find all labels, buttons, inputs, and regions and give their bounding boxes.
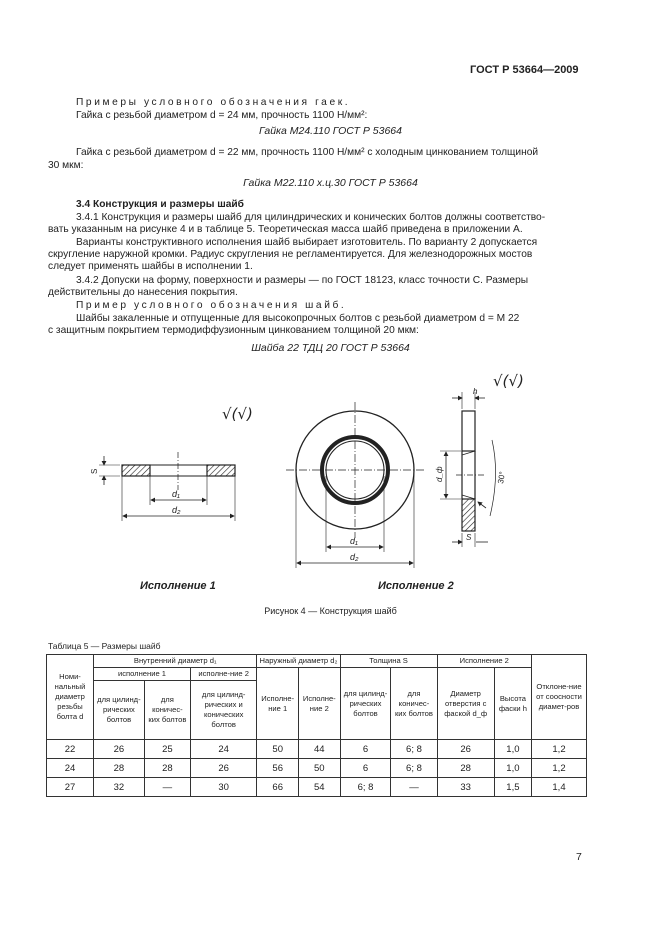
nut-example2-designation: Гайка М22.110 х.ц.30 ГОСТ Р 53664	[243, 177, 418, 189]
cell: 54	[299, 778, 341, 797]
header-inner-con: для коничес-ких болтов	[144, 681, 190, 740]
section-3-4-1-line1: 3.4.1 Конструкция и размеры шайб для цилиндрических и конических болтов должны соответство-	[76, 212, 546, 223]
cell: 27	[47, 778, 94, 797]
washer-example-line1: Шайбы закаленные и отпущенные для высокопрочных болтов с резьбой диаметром d = М 22	[76, 313, 520, 324]
cell: 24	[47, 759, 94, 778]
variant1-left-section	[122, 465, 150, 476]
cell: 50	[257, 740, 299, 759]
variant2-df-label: d_ф	[435, 466, 444, 482]
cell: 28	[437, 759, 494, 778]
header-thickness: Толщина S	[340, 655, 437, 668]
washer-example-line2: с защитным покрытием термодиффузионным цинкованием толщиной 20 мкм:	[48, 325, 419, 336]
variant1-d1-label: d₁	[172, 489, 180, 499]
figure-4-caption: Рисунок 4 — Конструкция шайб	[264, 606, 397, 616]
cell: 24	[190, 740, 256, 759]
cell: 1,2	[532, 759, 587, 778]
section-3-4-2-line2: действительны до нанесения покрытия.	[48, 287, 238, 298]
variant2-roughness-symbol: √(√)	[493, 372, 524, 390]
variant2-s-label: S	[466, 533, 472, 542]
header-thickness-con: для коничес-ких болтов	[391, 668, 437, 740]
header-outer-variant2: Исполне-ние 2	[299, 668, 341, 740]
cell: 28	[144, 759, 190, 778]
nut-examples-heading: Примеры условного обозначения гаек.	[76, 97, 351, 108]
cell: —	[144, 778, 190, 797]
header-outer-variant1: Исполне-ние 1	[257, 668, 299, 740]
cell: 26	[190, 759, 256, 778]
table-row	[47, 778, 587, 797]
variant2-h-label: h	[473, 387, 478, 396]
nut-example1-text: Гайка с резьбой диаметром d = 24 мм, прочность 1100 Н/мм²:	[76, 110, 368, 121]
variant2-caption: Исполнение 2	[378, 580, 454, 592]
page-number: 7	[576, 851, 582, 863]
variant2-side-section	[440, 392, 496, 547]
section-3-4-title: 3.4 Конструкция и размеры шайб	[76, 199, 244, 210]
header-inner-variant2: исполне-ние 2	[190, 668, 256, 681]
variant1-roughness-symbol: √(√)	[222, 405, 253, 423]
table-row	[47, 759, 587, 778]
header-inner-diameter: Внутренний диаметр d₁	[94, 655, 257, 668]
cell: 6; 8	[340, 778, 391, 797]
header-variant2: Исполнение 2	[437, 655, 531, 668]
cell: 32	[94, 778, 145, 797]
cell: 6	[340, 740, 391, 759]
cell: 66	[257, 778, 299, 797]
cell: 6	[340, 759, 391, 778]
table-5-caption: Таблица 5 — Размеры шайб	[48, 641, 161, 651]
cell: 25	[144, 740, 190, 759]
nut-example1-designation: Гайка М24.110 ГОСТ Р 53664	[259, 125, 402, 137]
header-nominal-diameter: Номи-нальный диаметр резьбы болта d	[47, 655, 94, 740]
cell: 26	[94, 740, 145, 759]
cell: —	[391, 778, 437, 797]
header-deviation: Отклоне-ние от соосности диамет-ров	[532, 655, 587, 740]
header-thickness-cyl: для цилинд-рических болтов	[340, 668, 391, 740]
washer-example-heading: Пример условного обозначения шайб.	[76, 300, 347, 311]
cell: 26	[437, 740, 494, 759]
variants-para-line1: Варианты конструктивного исполнения шайб выбирает изготовитель. По варианту 2 допускается	[76, 237, 538, 248]
cell: 6; 8	[391, 759, 437, 778]
standard-code-header: ГОСТ Р 53664—2009	[470, 64, 579, 76]
variant1-d2-label: d₂	[172, 505, 181, 515]
header-inner-cyl-con: для цилинд-рических и конических болтов	[190, 681, 256, 740]
section-3-4-2-line1: 3.4.2 Допуски на форму, поверхности и размеры — по ГОСТ 18123, класс точности С. Размеры	[76, 275, 529, 286]
variant2-angle-label: 30°	[496, 470, 508, 485]
variant2-d1-label: d₁	[350, 536, 358, 546]
header-outer-diameter: Наружный диаметр d₂	[257, 655, 340, 668]
cell: 1,0	[494, 740, 531, 759]
nut-example2-text-line1: Гайка с резьбой диаметром d = 22 мм, прочность 1100 Н/мм² с холодным цинкованием толщиной	[76, 147, 539, 158]
variant1-caption: Исполнение 1	[140, 580, 216, 592]
variant1-s-label: S	[90, 468, 99, 474]
cell: 6; 8	[391, 740, 437, 759]
variant1-right-section	[207, 465, 235, 476]
table-5	[46, 654, 587, 797]
header-chamfer-diameter: Диаметр отверстия с фаской d_ф	[437, 668, 494, 740]
cell: 50	[299, 759, 341, 778]
cell: 1,2	[532, 740, 587, 759]
figure-4-drawing	[0, 360, 661, 610]
table-row	[47, 740, 587, 759]
cell: 30	[190, 778, 256, 797]
cell: 33	[437, 778, 494, 797]
cell: 28	[94, 759, 145, 778]
header-chamfer-height: Высота фаски h	[494, 668, 531, 740]
variants-para-line3: следует применять шайбы в исполнении 1.	[48, 261, 253, 272]
cell: 1,0	[494, 759, 531, 778]
cell: 22	[47, 740, 94, 759]
cell: 1,5	[494, 778, 531, 797]
washer-example-designation: Шайба 22 ТДЦ 20 ГОСТ Р 53664	[251, 342, 410, 354]
header-inner-cyl: для цилинд-рических болтов	[94, 681, 145, 740]
nut-example2-text-line2: 30 мкм:	[48, 160, 84, 171]
variant2-d2-label: d₂	[350, 552, 359, 562]
cell: 1,4	[532, 778, 587, 797]
variant1-section-view	[99, 452, 235, 521]
variants-para-line2: скругление наружной кромки. Радиус скругления не регламентируется. Для железнодорожных мостов	[48, 249, 533, 260]
cell: 44	[299, 740, 341, 759]
header-inner-variant1: исполнение 1	[94, 668, 191, 681]
cell: 56	[257, 759, 299, 778]
section-3-4-1-line2: вать указанным на рисунке 4 и в таблице 5. Теоретическая масса шайб приведена в приложении А.	[48, 224, 523, 235]
